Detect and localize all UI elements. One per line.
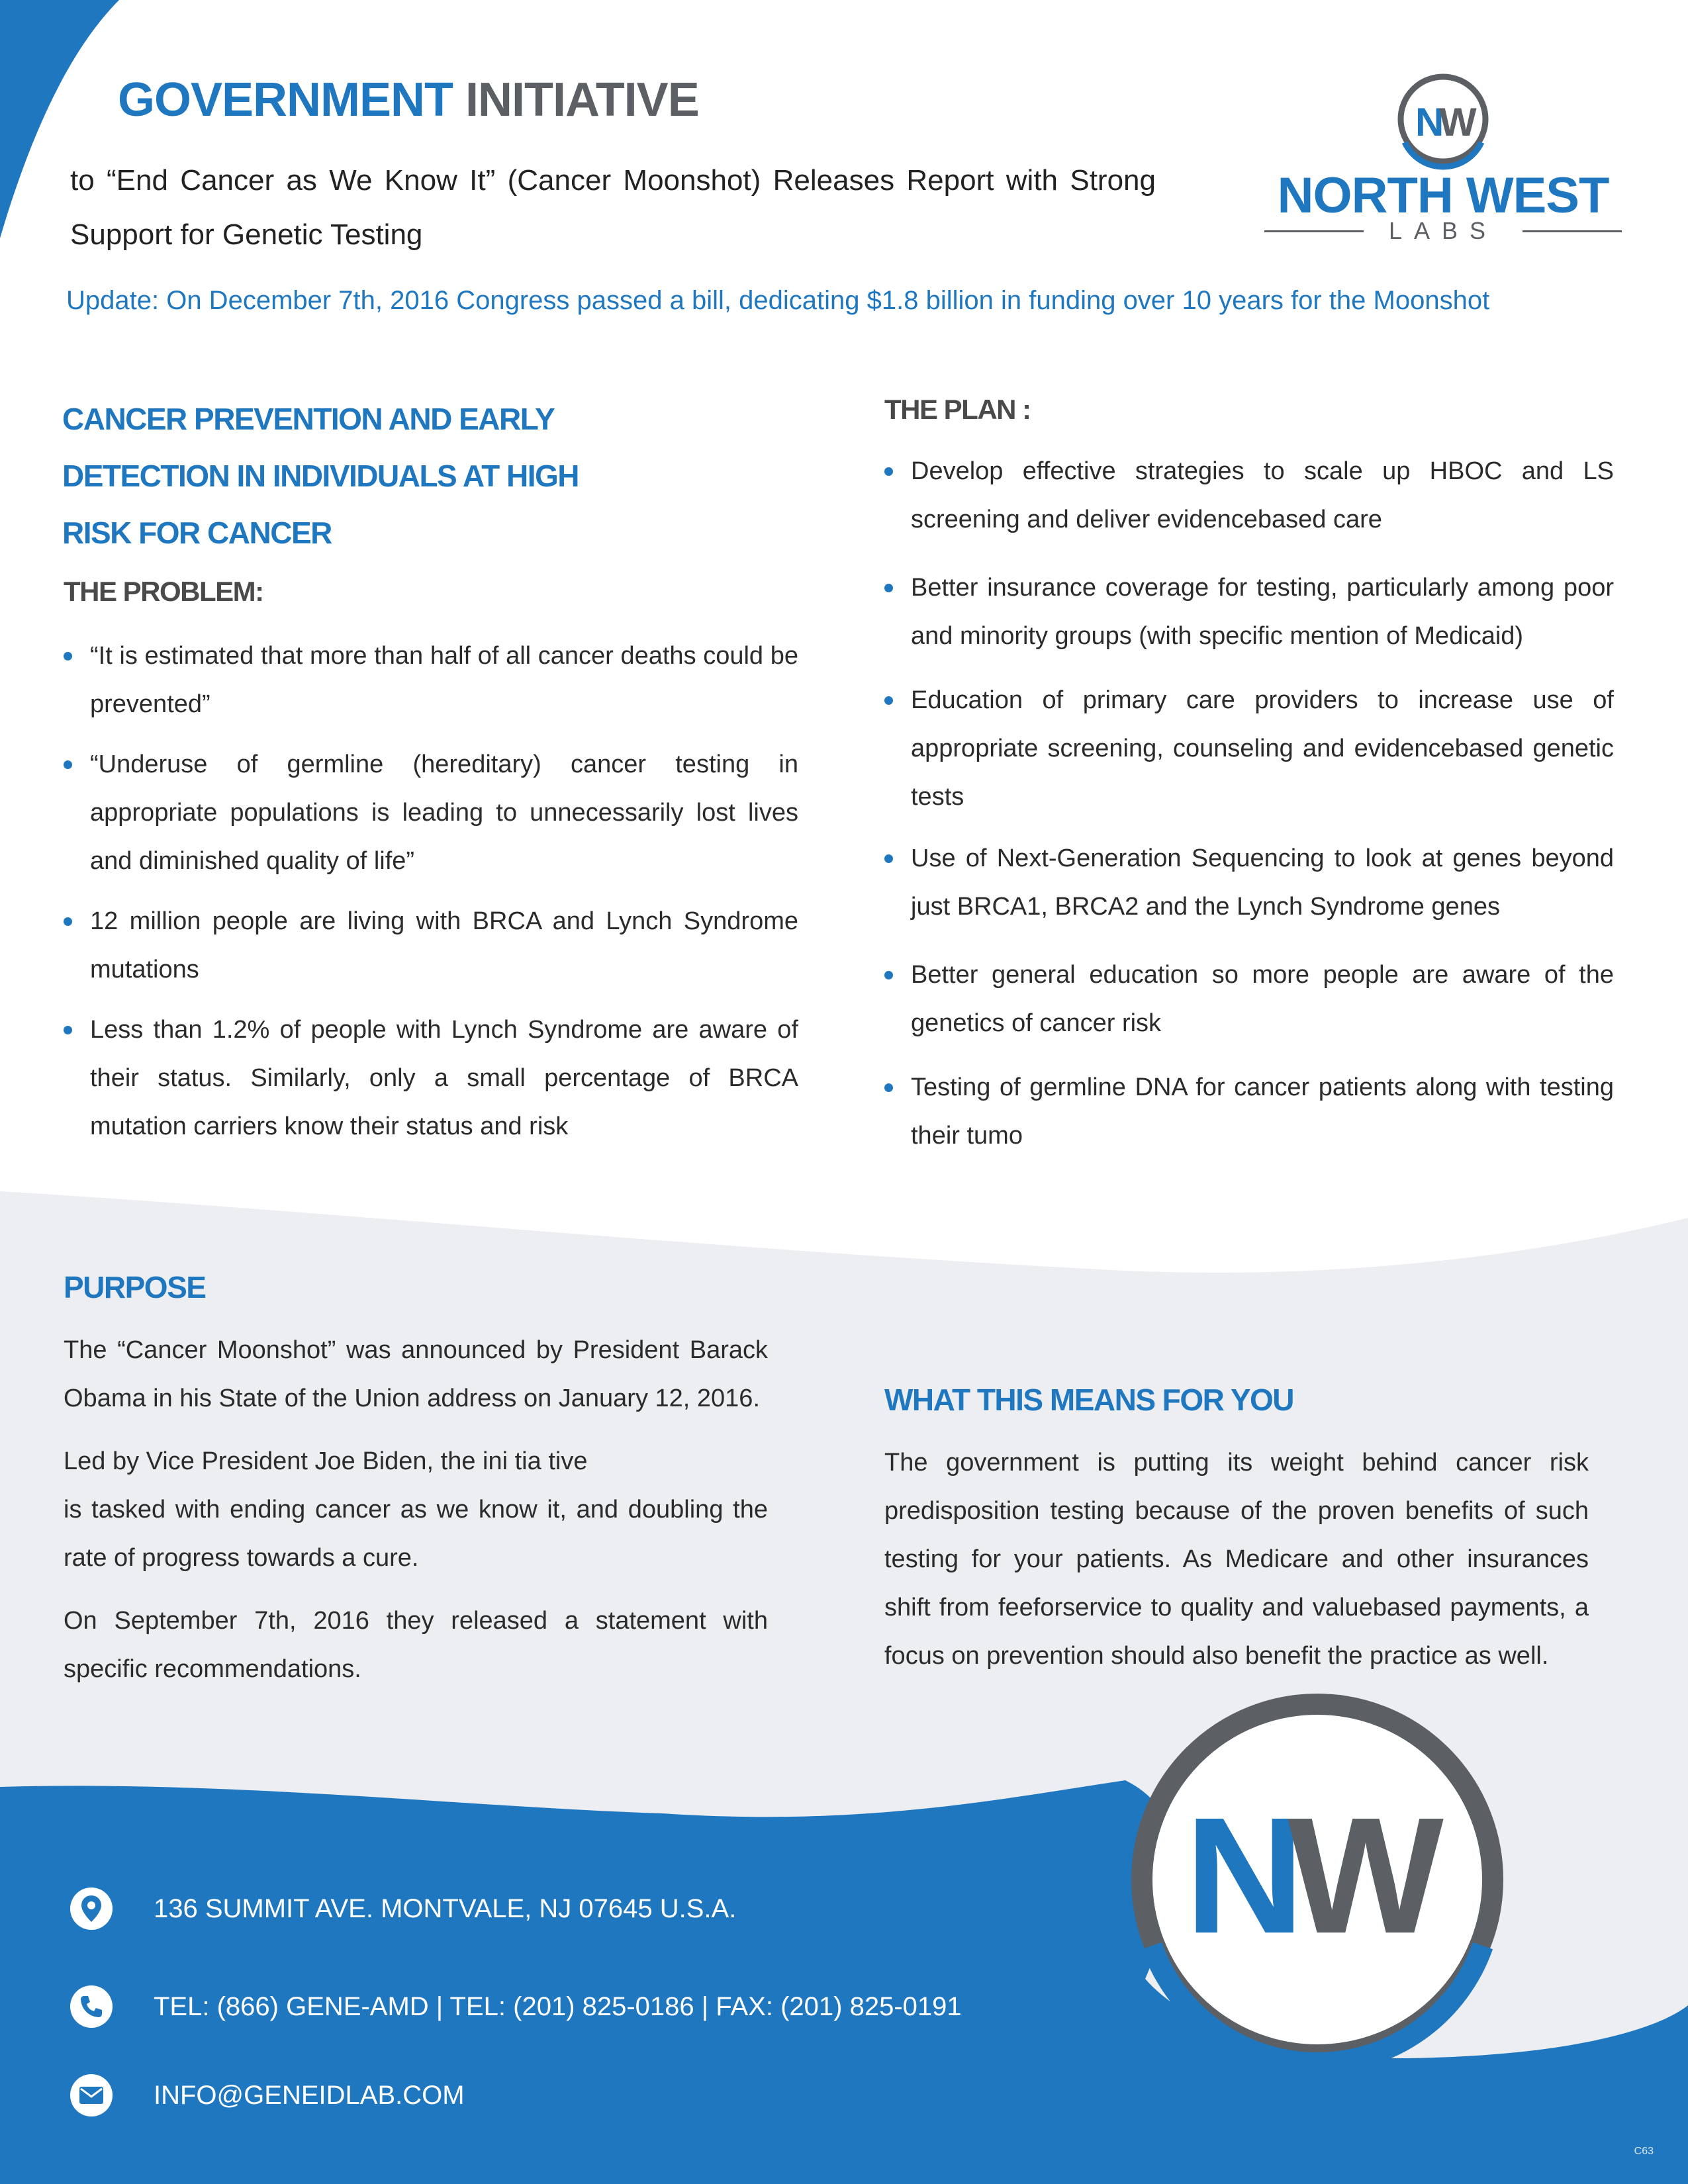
- footer-email[interactable]: INFO@GENEIDLAB.COM: [154, 2080, 465, 2110]
- heading-line-3: RISK FOR CANCER: [62, 516, 332, 550]
- footer-address-row: [70, 1888, 736, 1930]
- title-part-2: INITIATIVE: [465, 73, 699, 126]
- means-body: The government is putting its weight behind cancer risk predisposition testing because of the proven benefits of such testing for your patients. As Medicare and other insurances shift from feeforservice to quality and valuebased payments, a focus on prevention should also benefit the practice as well.: [884, 1449, 1589, 1670]
- list-item: 12 million people are living with BRCA and Lynch Syndrome mutations: [64, 897, 798, 994]
- list-item: Education of primary care providers to increase use of appropriate screening, counseling and evidencebased genetic tests: [884, 676, 1614, 821]
- plan-heading: THE PLAN :: [884, 394, 1031, 425]
- list-item: Develop effective strategies to scale up HBOC and LS screening and deliver evidencebased care: [884, 447, 1614, 544]
- problem-heading: THE PROBLEM:: [64, 576, 263, 607]
- bullet-icon: [64, 917, 72, 926]
- bullet-icon: [884, 696, 893, 705]
- location-pin-icon: [70, 1888, 113, 1930]
- document-code: C63: [1634, 2146, 1654, 2157]
- bullet-icon: [64, 1026, 72, 1034]
- purpose-paragraph-1: The “Cancer Moonshot” was announced by President Barack Obama in his State of the Union address on January 12, 2016.: [64, 1336, 768, 1412]
- list-item: Testing of germline DNA for cancer patients along with testing their tumo: [884, 1064, 1614, 1160]
- nw-logo-icon: [1390, 66, 1496, 172]
- logo-sub: LABS: [1388, 217, 1498, 244]
- section-heading-prevention: [62, 390, 823, 561]
- footer-address: 136 SUMMIT AVE. MONTVALE, NJ 07645 U.S.A.: [154, 1893, 737, 1923]
- page-title: [118, 73, 699, 127]
- bullet-icon: [64, 652, 72, 660]
- company-logo: [1258, 66, 1628, 251]
- logo-sub-line-left: [1264, 230, 1364, 232]
- list-item: Use of Next-Generation Sequencing to look at genes beyond just BRCA1, BRCA2 and the Lynch Syndrome genes: [884, 835, 1614, 931]
- update-notice: Update: On December 7th, 2016 Congress passed a bill, dedicating $1.8 billion in funding over 10 years for the Moonshot: [66, 286, 1490, 315]
- svg-text:W: W: [1439, 100, 1477, 144]
- list-item: “It is estimated that more than half of all cancer deaths could be prevented”: [64, 632, 798, 729]
- envelope-icon: [70, 2074, 113, 2116]
- svg-text:N: N: [1185, 1783, 1305, 1968]
- purpose-paragraph-2: is tasked with ending cancer as we know it, and doubling the rate of progress towards a cure.: [64, 1496, 768, 1572]
- title-part-1: GOVERNMENT: [118, 73, 453, 126]
- heading-line-2: DETECTION IN INDIVIDUALS AT HIGH: [62, 459, 579, 493]
- footer-email-row: [70, 2074, 465, 2116]
- list-item: Better insurance coverage for testing, particularly among poor and minority groups (with specific mention of Medicaid): [884, 564, 1614, 660]
- purpose-paragraph-2-line-1: Led by Vice President Joe Biden, the ini tia tive: [64, 1447, 588, 1475]
- problem-list: [64, 632, 798, 1151]
- purpose-body: [64, 1326, 768, 1694]
- bullet-icon: [884, 854, 893, 863]
- footer-phone-row: [70, 1985, 962, 2028]
- bullet-icon: [884, 971, 893, 979]
- page-subtitle: to “End Cancer as We Know It” (Cancer Moonshot) Releases Report with Strong Support for Genetic Testing: [70, 164, 1156, 251]
- purpose-paragraph-3: On September 7th, 2016 they released a statement with specific recommendations.: [64, 1607, 768, 1683]
- bullet-icon: [64, 760, 72, 769]
- logo-sub-line-right: [1523, 230, 1622, 232]
- list-item: Less than 1.2% of people with Lynch Syndrome are aware of their status. Similarly, only a small percentage of BRCA mutation carriers know their status and risk: [64, 1006, 798, 1151]
- purpose-heading: PURPOSE: [64, 1270, 206, 1304]
- plan-list: [884, 447, 1614, 1160]
- list-item: “Underuse of germline (hereditary) cancer testing in appropriate populations is leading to unnecessarily lost lives and diminished quality of life”: [64, 741, 798, 886]
- svg-text:N: N: [1415, 100, 1444, 144]
- nw-large-logo-icon: [1119, 1681, 1516, 2078]
- bullet-icon: [884, 584, 893, 592]
- bullet-icon: [884, 467, 893, 476]
- svg-text:W: W: [1288, 1783, 1444, 1968]
- bullet-icon: [884, 1083, 893, 1092]
- phone-icon: [70, 1985, 113, 2028]
- list-item: Better general education so more people are aware of the genetics of cancer risk: [884, 951, 1614, 1048]
- means-heading: WHAT THIS MEANS FOR YOU: [884, 1383, 1294, 1417]
- footer-phone: TEL: (866) GENE-AMD | TEL: (201) 825-0186 | FAX: (201) 825-0191: [154, 1991, 962, 2021]
- logo-name: NORTH WEST: [1277, 167, 1609, 224]
- heading-line-1: CANCER PREVENTION AND EARLY: [62, 402, 555, 436]
